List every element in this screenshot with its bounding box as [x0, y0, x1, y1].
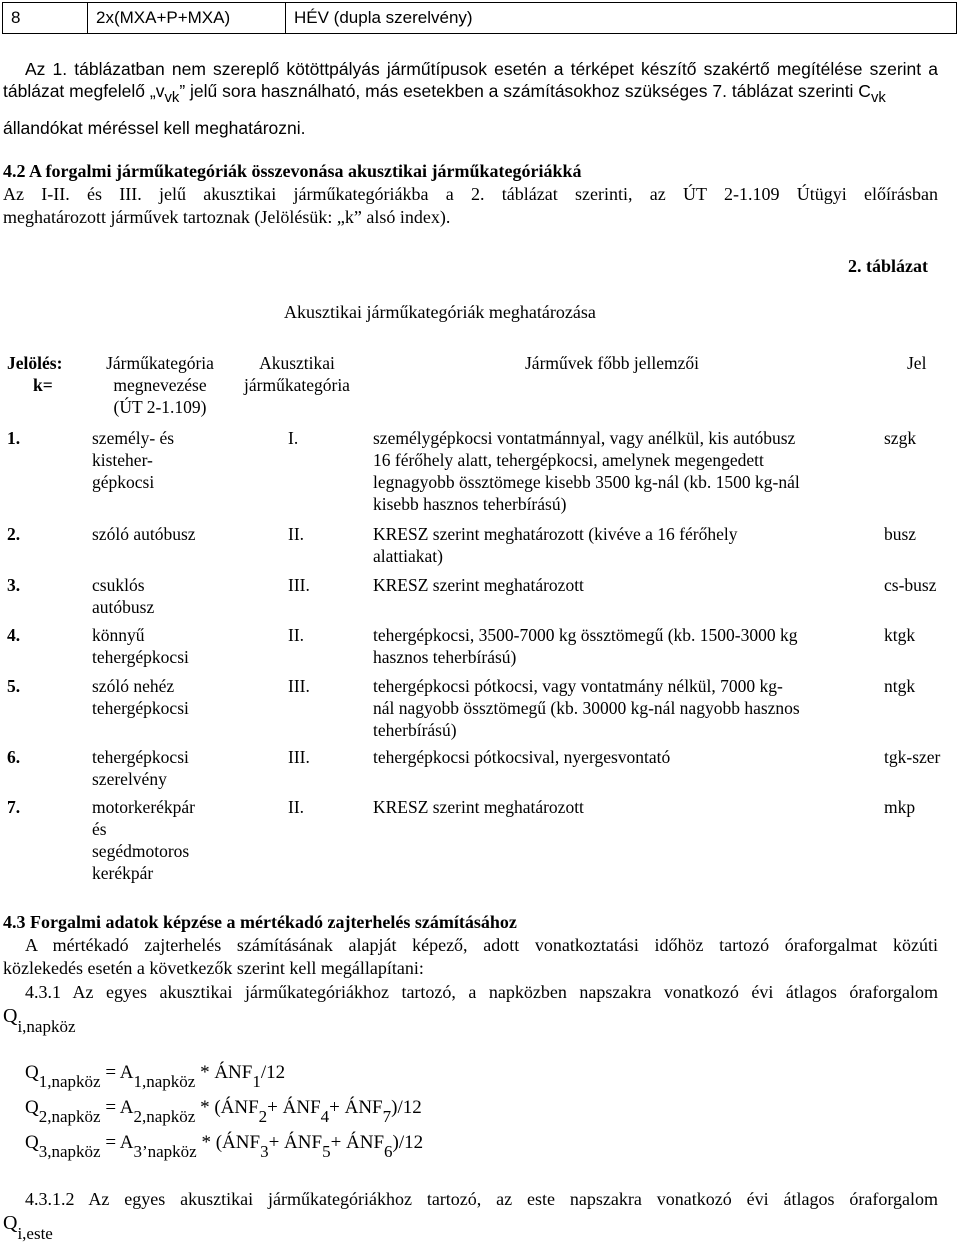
- row-category: II.: [288, 524, 305, 544]
- q-este-letter: Q: [3, 1212, 18, 1234]
- row-k: 1.: [7, 428, 21, 448]
- q-napkoz-sub: i,napköz: [17, 1017, 76, 1036]
- paragraph-4-3-1: 4.3.1 Az egyes akusztikai járműkategóriákhoz tartozó, a napközben napszakra vonatkozó évi átlagos óraforgalom: [25, 982, 938, 1002]
- row-name-line: és: [92, 819, 107, 839]
- row-name-line: csuklós: [92, 575, 145, 595]
- header-nev-line-2: megnevezése: [113, 375, 207, 395]
- intro-line-2-sub-1: vk: [164, 90, 180, 107]
- row-category: II.: [288, 625, 305, 645]
- row-name-line: tehergépkocsi: [92, 747, 189, 767]
- equation-1: [25, 1062, 286, 1091]
- row-category: III.: [288, 747, 310, 767]
- row-k: 2.: [7, 524, 21, 544]
- row-description-line: alattiakat): [373, 546, 443, 566]
- header-row-description: HÉV (dupla szerelvény): [285, 2, 957, 34]
- eq2-anf-2: + ÁNF: [267, 1097, 321, 1118]
- eq2-s2: 4: [320, 1107, 330, 1126]
- row-name: [92, 427, 232, 493]
- header-nev: [90, 352, 230, 418]
- row-category: I.: [288, 428, 299, 448]
- row-jel: tgk-szer: [884, 747, 941, 767]
- eq1-q-sub: 1,napköz: [38, 1072, 101, 1091]
- row-description-line: KRESZ szerint meghatározott: [373, 575, 584, 595]
- row-name-line: kisteher-: [92, 450, 153, 470]
- row-k: 7.: [7, 797, 21, 817]
- eq2-anf-1: * (ÁNF: [195, 1097, 259, 1118]
- row-name-line: könnyű: [92, 625, 145, 645]
- eq3-anf-1: * (ÁNF: [196, 1132, 261, 1153]
- intro-line-1: Az 1. táblázatban nem szereplő kötöttpályás járműtípusok esetén a térképet készítő szakértő megítélése szerint a: [25, 59, 938, 79]
- row-category: III.: [288, 575, 310, 595]
- row-jel: mkp: [884, 797, 916, 817]
- eq1-a-sub: 1,napköz: [133, 1072, 196, 1091]
- eq3-div: )/12: [392, 1132, 424, 1153]
- section-4-3-line-1: A mértékadó zajterhelés számításának alapját képező, adott vonatkoztatási időhöz tartozó óraforgalmat közúti: [25, 935, 938, 955]
- row-name-line: tehergépkocsi: [92, 698, 189, 718]
- header-nev-line-1: Járműkategória: [106, 353, 214, 373]
- row-description-line: kisebb hasznos teherbírású): [373, 494, 567, 514]
- row-description: [373, 746, 868, 768]
- eq2-s1: 2: [258, 1107, 268, 1126]
- row-name: [92, 746, 232, 790]
- row-description-line: személygépkocsi vontatmánnyal, vagy anélkül, kis autóbusz: [373, 428, 796, 448]
- section-4-2-line-2: meghatározott járművek tartoznak (Jelölésük: „k” alsó index).: [3, 207, 451, 227]
- eq3-a-sub: 3’napköz: [133, 1142, 197, 1161]
- row-description-line: 16 férőhely alatt, tehergépkocsi, amelynek megengedett: [373, 450, 764, 470]
- row-description-line: legnagyobb össztömege kisebb 3500 kg-nál (kb. 1500 kg-nál: [373, 472, 800, 492]
- row-name-line: motorkerékpár: [92, 797, 196, 817]
- row-name-line: autóbusz: [92, 597, 155, 617]
- eq3-anf-2: + ÁNF: [268, 1132, 323, 1153]
- eq3-s1: 3: [260, 1142, 269, 1161]
- row-k: 5.: [7, 676, 21, 696]
- header-jeloles-line-1: Jelölés:: [7, 353, 63, 373]
- row-description-line: teherbírású): [373, 720, 457, 740]
- row-name-line: szerelvény: [92, 769, 167, 789]
- eq3-q-sub: 3,napköz: [38, 1142, 101, 1161]
- eq2-q: Q: [25, 1097, 39, 1118]
- eq2-q-sub: 2,napköz: [38, 1107, 101, 1126]
- row-description: [373, 427, 868, 515]
- eq3-s3: 6: [384, 1142, 393, 1161]
- header-row: [2, 2, 957, 34]
- section-4-2-heading: 4.2 A forgalmi járműkategóriák összevonása akusztikai járműkategóriákká: [3, 161, 582, 181]
- header-jellemzok: Járművek főbb jellemzői: [525, 353, 699, 373]
- eq1-q: Q: [25, 1062, 39, 1083]
- header-row-number: 8: [2, 2, 88, 34]
- row-name-line: személy- és: [92, 428, 175, 448]
- row-k: 3.: [7, 575, 21, 595]
- eq3-q: Q: [25, 1132, 39, 1153]
- row-description: [373, 574, 868, 596]
- table-title: Akusztikai járműkategóriák meghatározása: [284, 302, 596, 322]
- row-jel: busz: [884, 524, 917, 544]
- row-jel: ktgk: [884, 625, 916, 645]
- header-akusztikai-line-2: járműkategória: [244, 375, 350, 395]
- intro-line-2: [3, 80, 938, 107]
- section-4-3-line-2: közlekedés esetén a következők szerint kell megállapítani:: [3, 958, 424, 978]
- eq1-anf: * ÁNF: [195, 1062, 253, 1083]
- row-category: II.: [288, 797, 305, 817]
- row-jel: cs-busz: [884, 575, 937, 595]
- table-number-label: 2. táblázat: [848, 256, 928, 276]
- row-jel: szgk: [884, 428, 917, 448]
- eq3-anf-3: + ÁNF: [330, 1132, 385, 1153]
- eq1-s1: 1: [252, 1072, 261, 1091]
- header-akusztikai: [232, 352, 362, 396]
- row-name: [92, 574, 232, 618]
- equation-3: [25, 1132, 424, 1161]
- row-description-line: KRESZ szerint meghatározott (kivéve a 16 férőhely: [373, 524, 738, 544]
- equation-2: [25, 1097, 422, 1126]
- intro-line-3: állandókat méréssel kell meghatározni.: [3, 118, 306, 138]
- row-description-line: tehergépkocsi pótkocsi, vagy vontatmány nélkül, 7000 kg-: [373, 676, 783, 696]
- row-description-line: hasznos teherbírású): [373, 647, 517, 667]
- eq2-eq: = A: [100, 1097, 134, 1118]
- row-description: [373, 624, 868, 668]
- row-name-line: kerékpár: [92, 863, 154, 883]
- section-4-2-line-1: Az I-II. és III. jelű akusztikai járműkategóriákba a 2. táblázat szerinti, az ÚT 2-1.109 Útügyi előírásban: [3, 184, 938, 204]
- row-description-line: tehergépkocsi pótkocsival, nyergesvontató: [373, 747, 671, 767]
- row-description: [373, 675, 868, 741]
- eq2-a-sub: 2,napköz: [133, 1107, 196, 1126]
- q-napkoz-letter: Q: [3, 1005, 18, 1027]
- row-description-line: tehergépkocsi, 3500-7000 kg össztömegű (kb. 1500-3000 kg: [373, 625, 798, 645]
- row-jel: ntgk: [884, 676, 916, 696]
- intro-line-2-sub-2: vk: [870, 90, 886, 107]
- header-jeloles: [7, 352, 62, 396]
- q-este-symbol: [3, 1212, 53, 1243]
- eq1-div: /12: [260, 1062, 286, 1083]
- row-k: 4.: [7, 625, 21, 645]
- row-name-line: gépkocsi: [92, 472, 155, 492]
- row-name-line: segédmotoros: [92, 841, 190, 861]
- intro-line-2-b: ” jelű sora használható, más esetekben a számításokhoz szükséges 7. táblázat szerinti C: [179, 81, 871, 101]
- paragraph-4-3-1-2: 4.3.1.2 Az egyes akusztikai járműkategóriákhoz tartozó, az este napszakra vonatkozó évi átlagos óraforgalom: [25, 1189, 938, 1209]
- row-name: [92, 523, 232, 545]
- eq2-anf-3: + ÁNF: [329, 1097, 383, 1118]
- header-akusztikai-line-1: Akusztikai: [259, 353, 335, 373]
- header-jeloles-line-2: k=: [33, 375, 53, 395]
- eq2-s3: 7: [382, 1107, 392, 1126]
- header-nev-line-3: (ÚT 2-1.109): [113, 397, 207, 417]
- intro-line-2-a: táblázat megfelelő „v: [3, 81, 165, 101]
- header-row-code: 2x(MXA+P+MXA): [87, 2, 286, 34]
- row-name: [92, 675, 232, 719]
- row-name-line: szóló autóbusz: [92, 524, 196, 544]
- eq2-div: )/12: [391, 1097, 422, 1118]
- row-description-line: KRESZ szerint meghatározott: [373, 797, 584, 817]
- row-description: [373, 796, 868, 818]
- row-category: III.: [288, 676, 310, 696]
- row-name: [92, 796, 232, 884]
- section-4-3-heading: 4.3 Forgalmi adatok képzése a mértékadó zajterhelés számításához: [3, 912, 517, 932]
- row-description-line: nál nagyobb össztömegű (kb. 30000 kg-nál nagyobb hasznos: [373, 698, 800, 718]
- q-este-sub: i,este: [17, 1224, 53, 1243]
- q-napkoz-symbol: [3, 1005, 76, 1036]
- row-k: 6.: [7, 747, 21, 767]
- row-name: [92, 624, 232, 668]
- eq3-s2: 5: [322, 1142, 331, 1161]
- row-name-line: tehergépkocsi: [92, 647, 189, 667]
- eq1-eq: = A: [100, 1062, 134, 1083]
- header-jel: Jel: [907, 353, 927, 373]
- eq3-eq: = A: [100, 1132, 134, 1153]
- row-description: [373, 523, 868, 567]
- row-name-line: szóló nehéz: [92, 676, 175, 696]
